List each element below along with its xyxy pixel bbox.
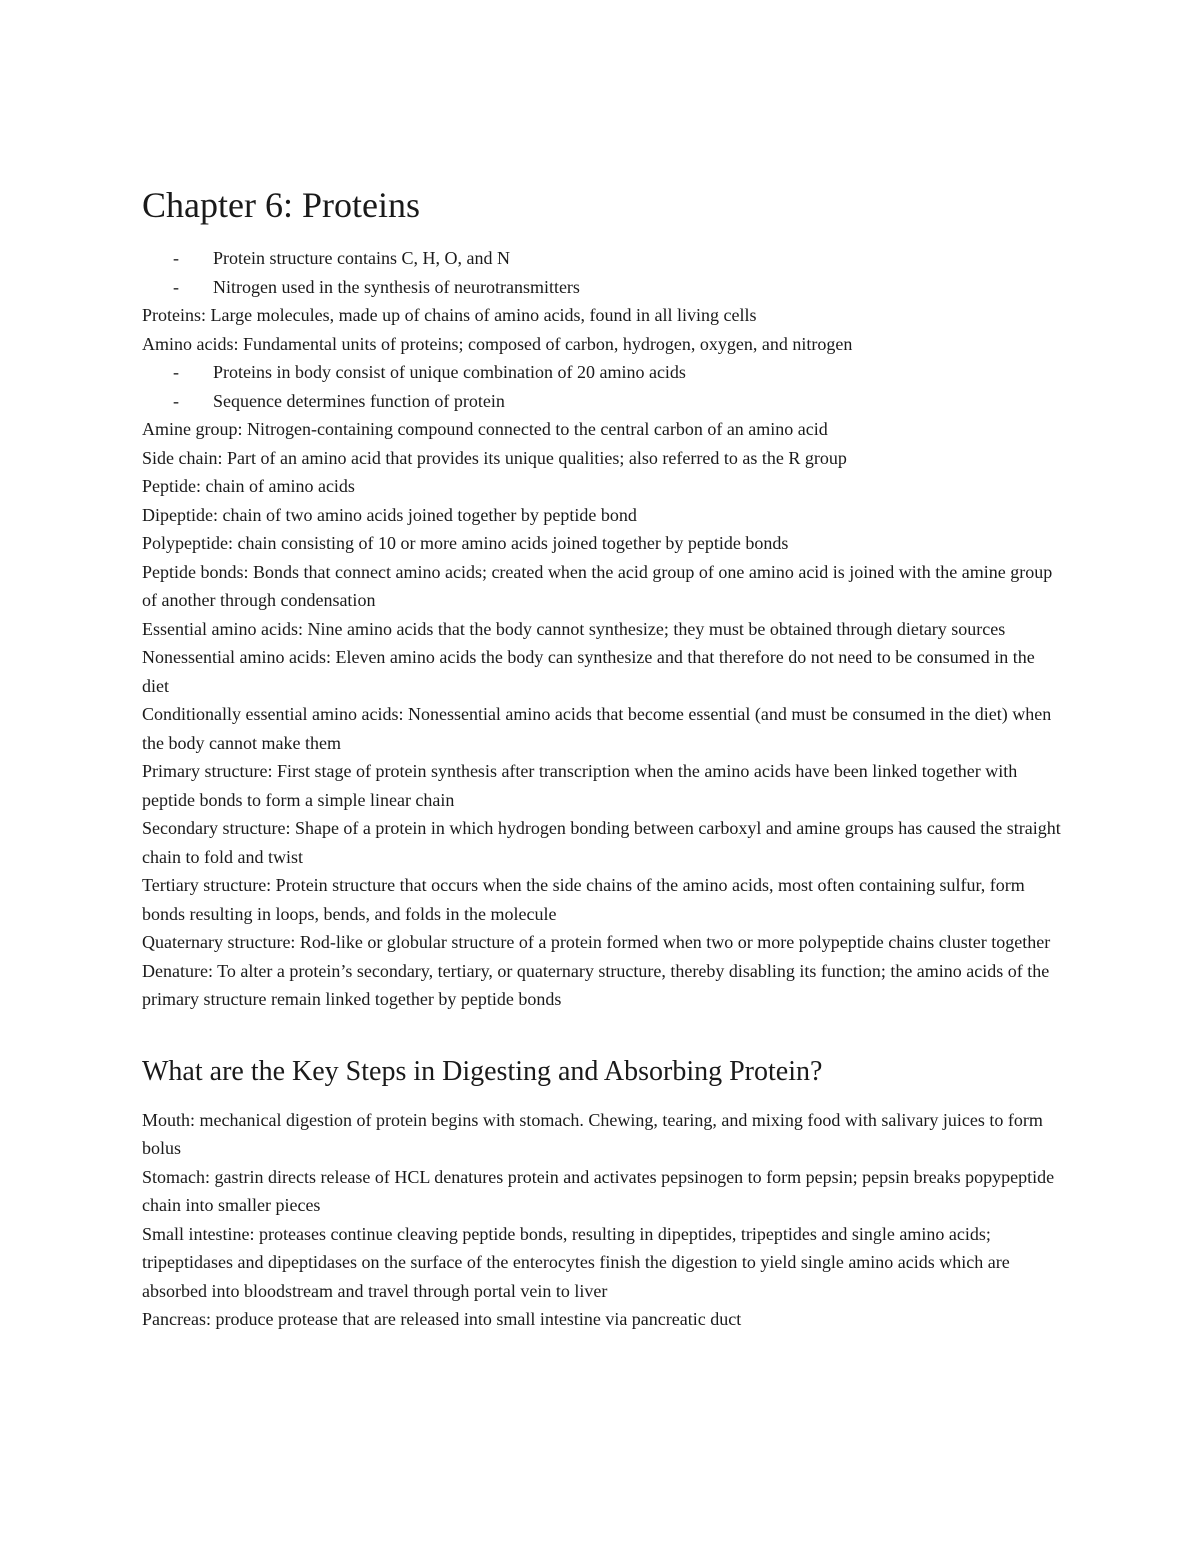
dash-marker: - — [173, 390, 179, 411]
document-page — [142, 180, 1062, 1334]
definition-item: Polypeptide: chain consisting of 10 or more amino acids joined together by peptide bonds — [142, 533, 789, 553]
definition-item: Primary structure: First stage of protein synthesis after transcription when the amino acids have been linked together with peptide bonds to form a simple linear chain — [142, 761, 1018, 810]
definition-proteins: Proteins: Large molecules, made up of chains of amino acids, found in all living cells — [142, 305, 757, 325]
definition-amino-acids: Amino acids: Fundamental units of proteins; composed of carbon, hydrogen, oxygen, and nitrogen — [142, 333, 853, 354]
definition-item: Dipeptide: chain of two amino acids joined together by peptide bond — [142, 504, 637, 525]
dash-marker: - — [173, 276, 179, 297]
definition-item: Peptide bonds: Bonds that connect amino acids; created when the acid group of one amino acid is joined with the amine group of another through condensation — [142, 561, 1053, 610]
definition-item: Quaternary structure: Rod-like or globular structure of a protein formed when two or more polypeptide chains cluster together — [142, 932, 1051, 952]
bullet-text: Sequence determines function of protein — [213, 390, 505, 411]
definition-item: Conditionally essential amino acids: Nonessential amino acids that become essential (and must be consumed in the diet) when the body cannot make them — [142, 704, 1052, 753]
bullet-item — [142, 358, 1062, 387]
bullet-item — [142, 273, 1062, 302]
page-title: Chapter 6: Proteins — [142, 185, 420, 225]
definition-item: Amine group: Nitrogen-containing compound connected to the central carbon of an amino acid — [142, 419, 828, 439]
section-heading: What are the Key Steps in Digesting and Absorbing Protein? — [142, 1055, 823, 1087]
definition-item: Nonessential amino acids: Eleven amino acids the body can synthesize and that therefore do not need to be consumed in the diet — [142, 647, 1035, 696]
dash-marker: - — [173, 362, 179, 382]
definition-item: Denature: To alter a protein’s secondary, tertiary, or quaternary structure, thereby disabling its function; the amino acids of the primary structure remain linked together by peptide bonds — [142, 960, 1050, 1009]
step-item: Pancreas: produce protease that are released into small intestine via pancreatic duct — [142, 1309, 742, 1329]
definition-item: Peptide: chain of amino acids — [142, 476, 355, 496]
definition-item: Secondary structure: Shape of a protein in which hydrogen bonding between carboxyl and amine groups has caused the straight chain to fold and twist — [142, 818, 1061, 867]
step-item: Mouth: mechanical digestion of protein begins with stomach. Chewing, tearing, and mixing food with salivary juices to form bolus — [142, 1109, 1043, 1158]
bullet-item — [142, 387, 1062, 416]
definition-item: Tertiary structure: Protein structure that occurs when the side chains of the amino acids, most often containing sulfur, form bonds resulting in loops, bends, and folds in the molecule — [142, 875, 1025, 924]
dash-marker: - — [173, 248, 179, 268]
bullet-item — [142, 244, 1062, 273]
bullet-text: Proteins in body consist of unique combination of 20 amino acids — [213, 362, 686, 382]
step-item: Stomach: gastrin directs release of HCL denatures protein and activates pepsinogen to form pepsin; pepsin breaks popypeptide chain into smaller pieces — [142, 1166, 1055, 1215]
step-item: Small intestine: proteases continue cleaving peptide bonds, resulting in dipeptides, tripeptides and single amino acids; tripeptidases and dipeptidases on the surface of the enterocytes finish the digestion to yield single amino acids which are absorbed into bloodstream and travel through portal vein to liver — [142, 1223, 1010, 1301]
definition-item: Side chain: Part of an amino acid that provides its unique qualities; also referred to as the R group — [142, 447, 847, 468]
bullet-text: Protein structure contains C, H, O, and N — [213, 248, 510, 268]
definition-item: Essential amino acids: Nine amino acids that the body cannot synthesize; they must be obtained through dietary sources — [142, 618, 1006, 639]
bullet-text: Nitrogen used in the synthesis of neurotransmitters — [213, 276, 580, 297]
